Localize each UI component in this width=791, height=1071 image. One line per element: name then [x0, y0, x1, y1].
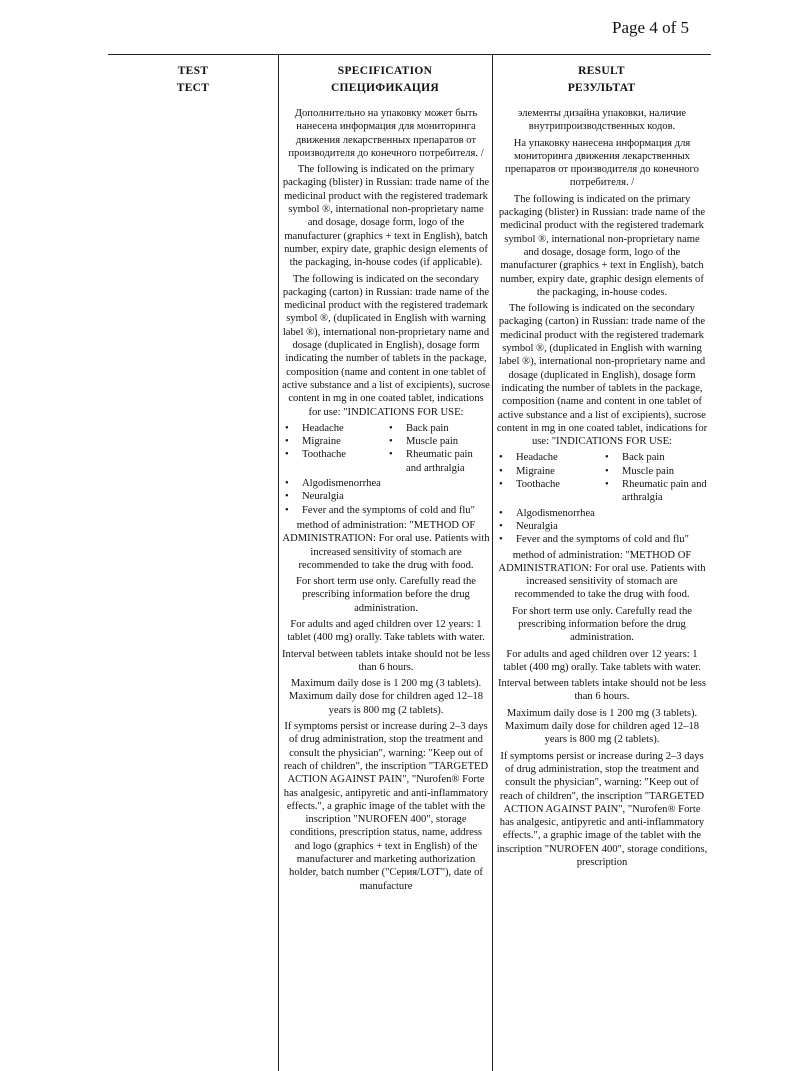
spec-para: The following is indicated on the secondary packaging (carton) in Russian: trade name of the medicinal product with the registered trademark symbol ®, (duplicated in English with warning label ®), international non-proprietary name and dosage (duplicated in English), dosage form indicating the number of tablets in the package, composition (name and content in one tablet of active substance and a list of excipients), sucrose content in mg in one coated tablet, indications for use: "INDICATIONS FOR USE: [282, 273, 490, 418]
list-item: • Muscle pain [602, 465, 708, 478]
list-item: • Toothache [282, 448, 386, 461]
result-indications-left [496, 451, 602, 504]
list-item: • Fever and the symptoms of cold and flu" [496, 533, 708, 546]
list-item: • Toothache [496, 478, 602, 491]
spec-para: For adults and aged children over 12 years: 1 tablet (400 mg) orally. Take tablets with water. [287, 618, 485, 644]
specification-column [282, 107, 490, 896]
result-column [496, 107, 708, 872]
list-item: • Headache [282, 422, 386, 435]
header-test [108, 63, 278, 97]
list-item: • Rheumatic pain and arthralgia [386, 448, 490, 475]
result-para: элементы дизайна упаковки, наличие внутрипроизводственных кодов. [517, 108, 687, 133]
result-indications [496, 451, 708, 506]
result-indications-right [602, 451, 708, 504]
list-item: • Algodismenorrhea [282, 477, 490, 490]
header-result-en: RESULT [578, 65, 625, 77]
list-item: • Neuralgia [282, 490, 490, 503]
header-spec-ru: СПЕЦИФИКАЦИЯ [330, 82, 440, 94]
spec-indications-left [282, 422, 386, 475]
column-divider-1 [278, 55, 279, 1071]
header-result [492, 63, 711, 97]
page-number: Page 4 of 5 [612, 18, 689, 37]
result-para: The following is indicated on the secondary packaging (carton) in Russian: trade name of the medicinal product with the registered trademark symbol ®, (duplicated in English with warning label ®), international non-proprietary name and dosage (duplicated in English), dosage form indicating the number of tablets in the package, composition (name and content in one tablet of active substance and a list of excipients), sucrose content in mg in one coated tablet, indications for use: "INDICATIONS FOR USE: [496, 303, 708, 448]
spec-para: Дополнительно на упаковку может быть нанесена информация для мониторинга движения лекарственных препаратов от производителя до конечного потребителя. / [288, 108, 484, 159]
result-para: For short term use only. Carefully read the prescribing information before the drug administration. [512, 605, 692, 644]
spec-indications-right [386, 422, 490, 475]
spec-para: Interval between tablets intake should not be less than 6 hours. [282, 648, 490, 673]
result-para: method of administration: "METHOD OF ADMINISTRATION: For oral use. Patients with increased sensitivity of stomach are recommended to take the drug with food. [498, 549, 706, 601]
result-indications-more [496, 507, 708, 547]
spec-para: For short term use only. Carefully read the prescribing information before the drug administration. [296, 576, 476, 614]
result-para: For adults and aged children over 12 years: 1 tablet (400 mg) orally. Take tablets with water. [503, 648, 701, 673]
header-spec-en: SPECIFICATION [337, 65, 433, 77]
column-divider-2 [492, 55, 493, 1071]
list-item: • Migraine [496, 465, 602, 478]
list-item: • Rheumatic pain and arthralgia [602, 478, 708, 505]
header-test-ru: ТЕСТ [176, 82, 210, 94]
result-para: Interval between tablets intake should not be less than 6 hours. [498, 678, 706, 703]
result-para: На упаковку нанесена информация для мониторинга движения лекарственных препаратов от производителя до конечного потребителя. / [505, 137, 699, 189]
list-item: • Migraine [282, 435, 386, 448]
result-para: The following is indicated on the primary packaging (blister) in Russian: trade name of the medicinal product with the registered trademark symbol ®, international non-proprietary name and dosage, dosage form, logo of the manufacturer (graphics + text in English), batch number, expiry date, graphic design elements of the packaging, in-house codes. [498, 193, 706, 298]
list-item: • Back pain [386, 422, 490, 435]
spec-para: method of administration: "METHOD OF ADMINISTRATION: For oral use. Patients with increased sensitivity of stomach are recommended to take the drug with food. [282, 519, 490, 571]
header-result-ru: РЕЗУЛЬТАТ [567, 82, 636, 94]
header-test-en: TEST [177, 65, 209, 77]
result-para: Maximum daily dose is 1 200 mg (3 tablets). Maximum daily dose for children aged 12–18 years is 800 mg (2 tablets). [504, 707, 700, 746]
list-item: • Back pain [602, 451, 708, 464]
spec-indications-more [282, 477, 490, 517]
spec-table [108, 54, 711, 1071]
result-para: If symptoms persist or increase during 2–3 days of drug administration, stop the treatment and consult the physician", warning: "Keep out of reach of children", the inscription "TARGETED ACTION AGAINST PAIN", "Nurofen® Forte has analgesic, antipyretic and anti-inflammatory effects.", a graphic image of the tablet with the inscription "NUROFEN 400", storage conditions, prescription [496, 750, 708, 869]
spec-indications [282, 422, 490, 477]
list-item: • Fever and the symptoms of cold and flu" [282, 504, 490, 517]
spec-para: If symptoms persist or increase during 2–3 days of drug administration, stop the treatment and consult the physician", warning: "Keep out of reach of children", the inscription "TARGETED ACTION AGAINST PAIN", "Nurofen® Forte has analgesic, antipyretic and anti-inflammatory effects.", a graphic image of the tablet with the inscription "NUROFEN 400", storage conditions, prescription status, name, address and logo (graphics + text in English) of the manufacturer and marketing authorization holder, batch number ("Серия/LOT"), date of manufacture [283, 721, 489, 892]
spec-para: The following is indicated on the primary packaging (blister) in Russian: trade name of the medicinal product with the registered trademark symbol ®, international non-proprietary name and dosage, dosage form, logo of the manufacturer (graphics + text in English), batch number, expiry date, graphic design elements of the packaging, in-house codes (if applicable). [282, 164, 490, 269]
list-item: • Neuralgia [496, 520, 708, 533]
spec-para: Maximum daily dose is 1 200 mg (3 tablets). Maximum daily dose for children aged 12–18 years is 800 mg (2 tablets). [288, 678, 484, 716]
header-specification [278, 63, 492, 97]
list-item: • Muscle pain [386, 435, 490, 448]
list-item: • Headache [496, 451, 602, 464]
list-item: • Algodismenorrhea [496, 507, 708, 520]
